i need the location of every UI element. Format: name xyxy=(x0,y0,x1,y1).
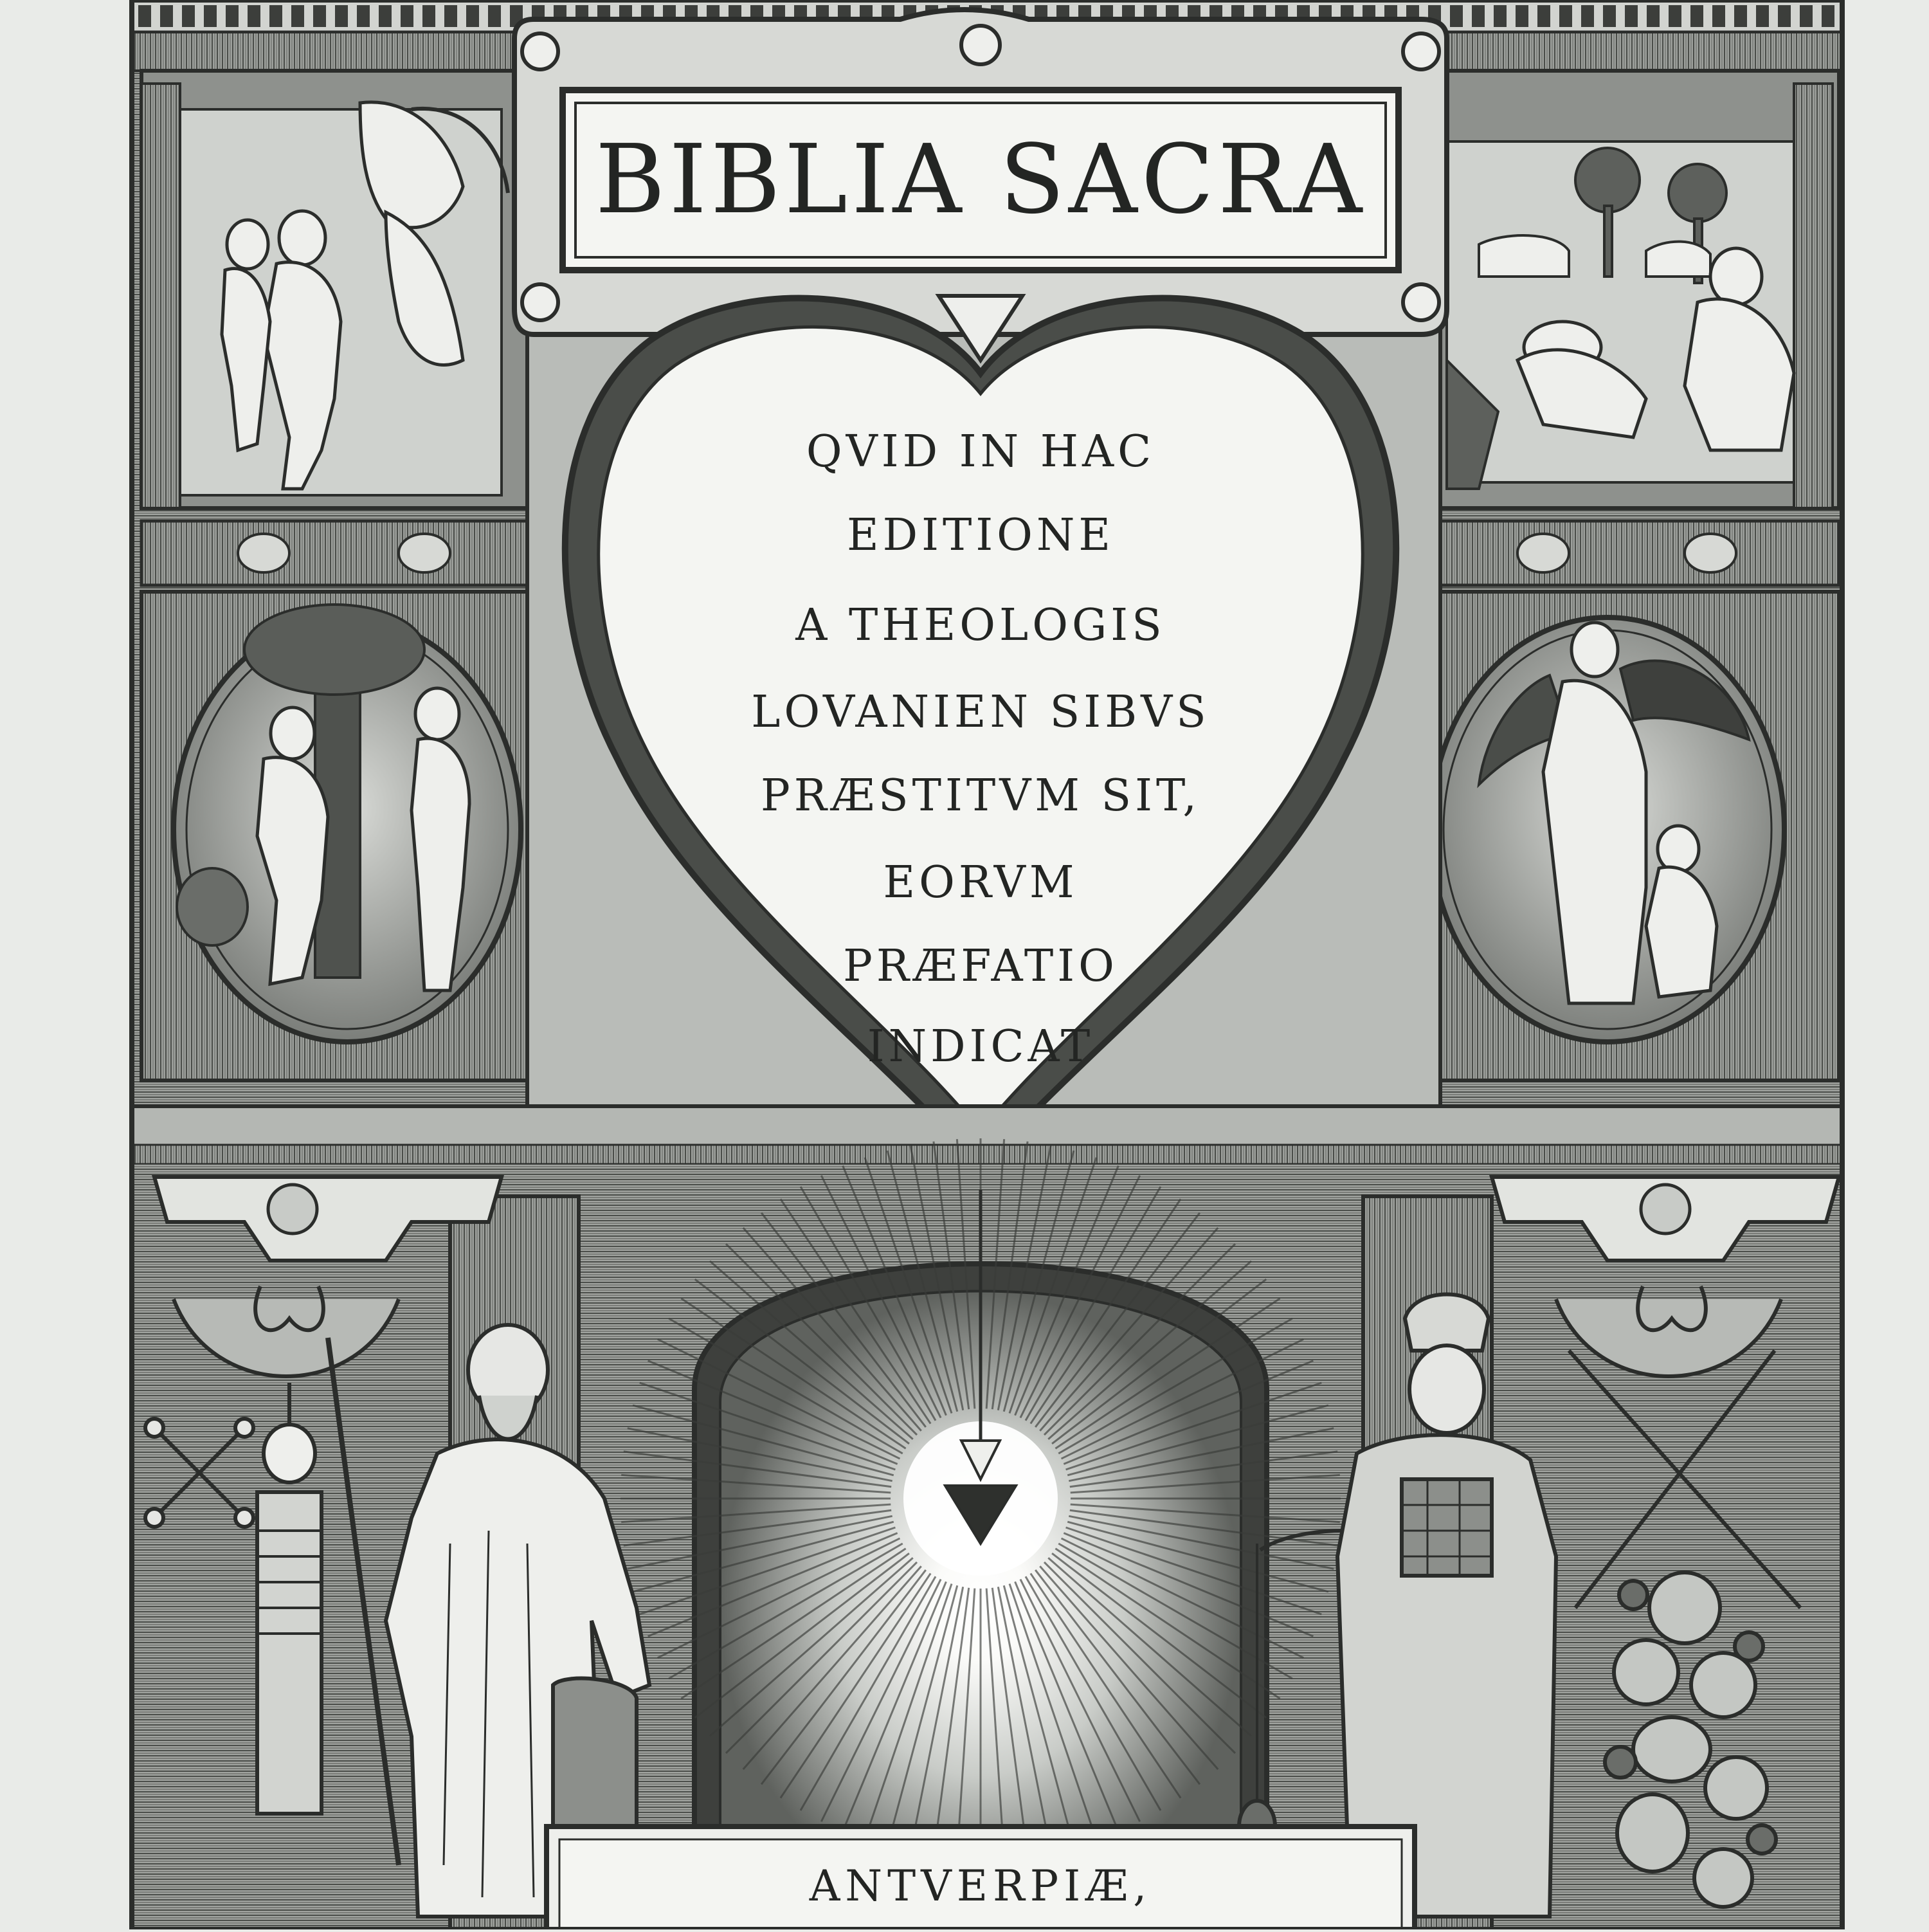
dentil xyxy=(1734,5,1747,27)
dentil xyxy=(1822,5,1834,27)
dentil xyxy=(335,5,348,27)
dentil xyxy=(401,5,413,27)
dentil xyxy=(1625,5,1638,27)
right-medallion-angel xyxy=(1431,592,1839,1080)
dentil xyxy=(1647,5,1660,27)
dentil xyxy=(1690,5,1703,27)
right-frieze xyxy=(1440,521,1839,585)
heart-line: A THEOLOGIS xyxy=(795,600,1166,651)
dentil xyxy=(204,5,217,27)
dentil xyxy=(1537,5,1550,27)
heart-line: INDICAT xyxy=(867,1021,1094,1072)
dentil xyxy=(1450,5,1463,27)
dentil xyxy=(182,5,195,27)
dentil xyxy=(422,5,435,27)
dentil xyxy=(1669,5,1681,27)
heart-line: PRÆFATIO xyxy=(843,941,1118,992)
dentil xyxy=(1559,5,1572,27)
lower-architecture xyxy=(132,1138,1842,1929)
heart-line: PRÆSTITVM SIT, xyxy=(761,770,1200,821)
dentil xyxy=(1603,5,1616,27)
dentil xyxy=(1756,5,1769,27)
dentil xyxy=(313,5,326,27)
dentil xyxy=(138,5,151,27)
dentil xyxy=(1494,5,1507,27)
middle-entablature xyxy=(132,1106,1842,1164)
heart-line: EORVM xyxy=(883,857,1078,908)
title-text: BIBLIA SACRA xyxy=(595,124,1366,235)
dentil xyxy=(1800,5,1813,27)
dentil xyxy=(1472,5,1485,27)
imprint-text: ANTVERPIÆ, xyxy=(809,1861,1152,1911)
upper-right-scene xyxy=(1440,71,1839,508)
heart-line: EDITIONE xyxy=(846,510,1115,561)
heart-line: QVID IN HAC xyxy=(806,426,1155,477)
dentil xyxy=(379,5,392,27)
dentil xyxy=(269,5,282,27)
upper-left-scene xyxy=(141,71,527,508)
dentil xyxy=(444,5,457,27)
dentil xyxy=(1581,5,1594,27)
left-medallion-adam-eve xyxy=(141,592,527,1080)
dentil xyxy=(466,5,479,27)
dentil xyxy=(226,5,239,27)
left-frieze xyxy=(141,521,527,585)
dentil xyxy=(1778,5,1791,27)
dentil xyxy=(488,5,501,27)
dentil xyxy=(291,5,304,27)
imprint-cartouche xyxy=(547,1827,1415,1929)
dentil xyxy=(248,5,260,27)
dentil xyxy=(1712,5,1725,27)
dentil xyxy=(357,5,370,27)
heart-line: LOVANIEN SIBVS xyxy=(751,687,1210,738)
title-cartouche xyxy=(563,90,1399,270)
dentil xyxy=(1516,5,1528,27)
dentil xyxy=(160,5,173,27)
